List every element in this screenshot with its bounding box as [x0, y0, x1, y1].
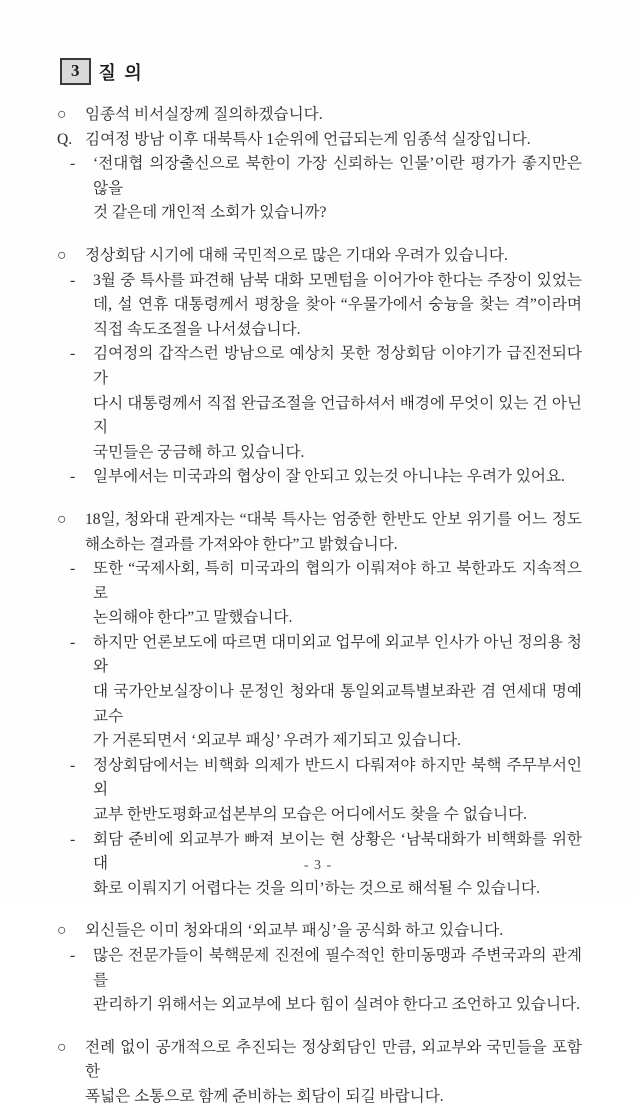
- line-text: 외신들은 이미 청와대의 ‘외교부 패싱’을 공식화 하고 있습니다.: [85, 922, 504, 940]
- line-text: 화로 이뤄지기 어렵다는 것을 의미’하는 것으로 해석될 수 있습니다.: [93, 879, 540, 897]
- line-text: 직접 속도조절을 나서셨습니다.: [93, 320, 301, 338]
- text-line: [85, 1085, 582, 1110]
- text-line: [57, 919, 582, 944]
- paragraph-block: [57, 244, 582, 490]
- text-line: [93, 877, 582, 902]
- question-marker: Q.: [57, 130, 73, 148]
- line-text: 관리하기 위해서는 외교부에 보다 힘이 실려야 한다고 조언하고 있습니다.: [93, 996, 580, 1014]
- text-line: [93, 803, 582, 828]
- paragraph-block: [57, 1036, 582, 1110]
- dash-bullet-marker: -: [70, 345, 76, 363]
- line-text: 전례 없이 공개적으로 추진되는 정상회담인 만큼, 외교부와 국민들을 포함한: [85, 1038, 582, 1081]
- text-line: [70, 465, 582, 490]
- line-text: 해소하는 결과를 가져와야 한다”고 밝혔습니다.: [85, 535, 398, 553]
- line-text: 대 국가안보실장이나 문정인 청와대 통일외교특별보좌관 겸 연세대 명예교수: [93, 683, 582, 725]
- paragraph-block: [57, 508, 582, 902]
- line-text: 정상회담에서는 비핵화 의제가 반드시 다뤄져야 하지만 북핵 주무부서인 외: [93, 756, 582, 799]
- text-line: [93, 993, 582, 1018]
- text-line: [93, 392, 582, 441]
- circle-bullet-marker: ○: [57, 922, 67, 940]
- dash-bullet-marker: -: [70, 756, 76, 774]
- line-text: ‘전대협 의장출신으로 북한이 가장 신뢰하는 인물’이란 평가가 좋지만은 않을: [93, 155, 582, 197]
- line-text: 많은 전문가들이 북핵문제 진전에 필수적인 한미동맹과 주변국과의 관계를: [93, 947, 582, 989]
- text-line: [57, 128, 582, 153]
- paragraph-block: [57, 103, 582, 226]
- line-text: 가 거론되면서 ‘외교부 패싱’ 우려가 제기되고 있습니다.: [93, 732, 461, 750]
- line-text: 회담 준비에 외교부가 빠져 보이는 현 상황은 ‘남북대화가 비핵화를 위한 대: [93, 830, 582, 873]
- circle-bullet-marker: ○: [57, 1038, 67, 1056]
- text-line: [85, 533, 582, 558]
- text-line: [93, 201, 582, 226]
- page-number: - 3 -: [303, 858, 333, 873]
- line-text: 폭넓은 소통으로 함께 준비하는 회담이 되길 바랍니다.: [85, 1087, 444, 1105]
- circle-bullet-marker: ○: [57, 106, 67, 123]
- section-header: [60, 58, 582, 85]
- line-text: 18일, 청와대 관계자는 “대북 특사는 엄중한 한반도 안보 위기를 어느 정도: [85, 510, 582, 528]
- line-text: 교부 한반도평화교섭본부의 모습은 어디에서도 찾을 수 없습니다.: [93, 806, 528, 824]
- circle-bullet-marker: ○: [57, 510, 67, 528]
- paragraph-block: [57, 919, 582, 1017]
- text-line: [93, 318, 582, 343]
- line-text: 일부에서는 미국과의 협상이 잘 안되고 있는것 아니냐는 우려가 있어요.: [93, 468, 565, 486]
- text-line: [70, 269, 582, 294]
- text-line: [70, 557, 582, 606]
- line-text: 하지만 언론보도에 따르면 대미외교 업무에 외교부 인사가 아닌 정의용 청와: [93, 633, 582, 676]
- dash-bullet-marker: -: [70, 633, 76, 651]
- text-line: [57, 103, 582, 128]
- line-text: 정상회담 시기에 대해 국민적으로 많은 기대와 우려가 있습니다.: [85, 246, 508, 264]
- text-line: [70, 631, 582, 680]
- line-text: 데, 설 연휴 대통령께서 평창을 찾아 “우물가에서 숭늉을 찾는 격”이라며: [93, 296, 582, 314]
- dash-bullet-marker: -: [70, 155, 76, 173]
- text-line: [93, 729, 582, 754]
- text-line: [70, 944, 582, 993]
- text-line: [93, 680, 582, 729]
- text-line: [70, 754, 582, 803]
- line-text: 김여정 방남 이후 대북특사 1순위에 언급되는게 임종석 실장입니다.: [85, 130, 531, 148]
- line-text: 국민들은 궁금해 하고 있습니다.: [93, 443, 305, 461]
- text-line: [93, 441, 582, 466]
- dash-bullet-marker: -: [70, 830, 76, 848]
- dash-bullet-marker: -: [70, 271, 76, 289]
- line-text: 다시 대통령께서 직접 완급조절을 언급하셔서 배경에 무엇이 있는 건 아닌지: [93, 394, 582, 437]
- section-title: 질 의: [98, 62, 144, 83]
- text-line: [57, 244, 582, 269]
- text-line: [70, 152, 582, 201]
- circle-bullet-marker: ○: [57, 246, 67, 264]
- text-line: [57, 1036, 582, 1085]
- line-text: 논의해야 한다”고 말했습니다.: [93, 609, 293, 627]
- line-text: 또한 “국제사회, 특히 미국과의 협의가 이뤄져야 하고 북한과도 지속적으로: [93, 560, 582, 602]
- text-line: [93, 293, 582, 318]
- line-text: 것 같은데 개인적 소회가 있습니까?: [93, 204, 327, 222]
- line-text: 임종석 비서실장께 질의하겠습니다.: [85, 106, 323, 123]
- section-number-box: 3: [60, 58, 91, 85]
- dash-bullet-marker: -: [70, 468, 76, 486]
- text-line: [70, 342, 582, 391]
- dash-bullet-marker: -: [70, 560, 76, 578]
- text-line: [57, 508, 582, 533]
- dash-bullet-marker: -: [70, 947, 76, 964]
- line-text: 김여정의 갑작스런 방남으로 예상치 못한 정상회담 이야기가 급진전되다가: [93, 345, 582, 387]
- document-body: [57, 103, 582, 1110]
- line-text: 3월 중 특사를 파견해 남북 대화 모멘텀을 이어가야 한다는 주장이 있었는: [93, 271, 582, 289]
- text-line: [93, 606, 582, 631]
